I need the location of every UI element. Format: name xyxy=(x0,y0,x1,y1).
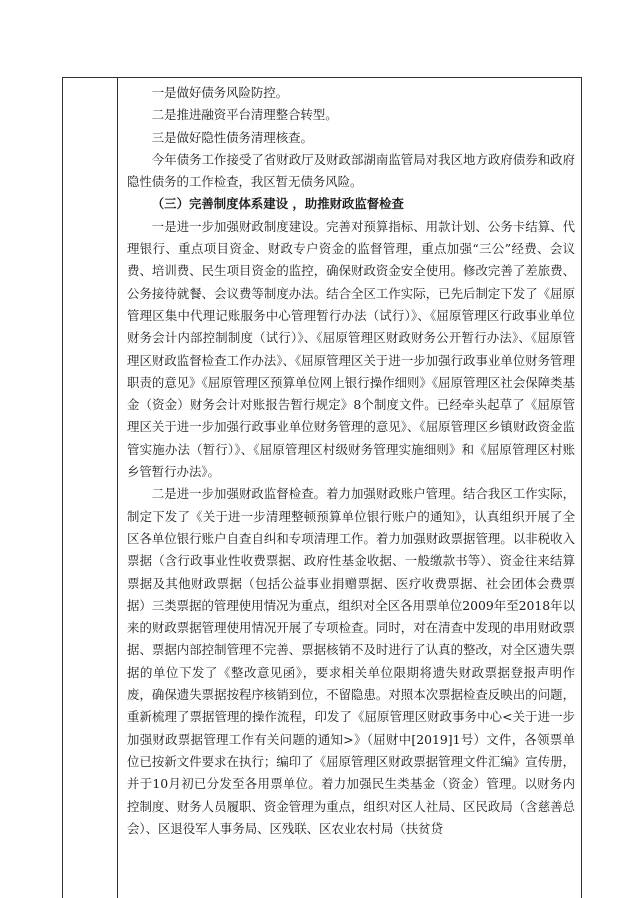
paragraph-debt-inspection: 今年债务工作接受了省财政厅及财政部湖南监管局对我区地方政府债券和政府隐性债务的工作检查，我区暂无债务风险。 xyxy=(127,151,575,190)
paragraph-platform: 二是推进融资平台清理整合转型。 xyxy=(151,107,338,123)
paragraph-hidden-debt: 三是做好隐性债务清理核查。 xyxy=(151,129,313,145)
paragraph-supervision: 二是进一步加强财政监督检查。着力加强财政账户管理。结合我区工作实际，制定下发了《关于进一步清理整顿预算单位银行账户的通知》，认真组织开展了全区各单位银行账户自查自纠和专项清理工作。着力加强财政票据管理。以非税收入票据（含行政事业性收费票据、政府性基金收据、一般缴款书等）、资金往来结算票据及其他财政票据（包括公益事业捐赠票据、医疗收费票据、社会团体会费票据）三类票据的管理使用情况为重点，组织对全区各用票单位2009年至2018年以来的财政票据管理使用情况开展了专项检查。同时，对在清查中发现的串用财政票据、票据内部控制管理不完善、票据核销不及时进行了认真的整改，对全区遗失票据的单位下发了《整改意见函》，要求相关单位限期将遗失财政票据登报声明作废，确保遗失票据按程序核销到位，不留隐患。对照本次票据检查反映出的问题，重新梳理了票据管理的操作流程，印发了《屈原管理区财政事务中心<关于进一步加强财政票据管理工作有关问题的通知>》（屈财中[2019]1号）文件，各领票单位已按新文件要求在执行；编印了《屈原管理区财政票据管理文件汇编》宣传册，并于10月初已分发至各用票单位。着力加强民生类基金（资金）管理。以财务内控制度、财务人员履职、资金管理为重点，组织对区人社局、区民政局（含慈善总会）、区退役军人事务局、区残联、区农业农村局（扶贫贷 xyxy=(127,486,575,836)
table-content-cell xyxy=(127,78,575,840)
paragraph-debt-risk: 一是做好债务风险防控。 xyxy=(151,85,289,100)
section-heading: （三）完善制度体系建设 ，助推财政监督检查 xyxy=(151,196,404,212)
table-label-column xyxy=(63,78,118,898)
paragraph-system-building: 一是进一步加强财政制度建设。完善对预算指标、用款计划、公务卡结算、代理银行、重点项目资金、财政专户资金的监督管理，重点加强“三公”经费、会议费、培训费、民生项目资金的监控，确保财政资金安全使用。修改完善了差旅费、公务接待就餐、会议费等制度办法。结合全区工作实际，已先后制定下发了《屈原管理区集中代理记账服务中心管理暂行办法（试行）》、《屈原管理区行政事业单位财务会计内部控制制度（试行）》、《屈原管理区财政财务公开暂行办法》、《屈原管理区财政监督检查工作办法》、《屈原管理区关于进一步加强行政事业单位财务管理职责的意见》《屈原管理区预算单位网上银行操作细则》《屈原管理区社会保障类基金（资金）财务会计对账报告暂行规定》8个制度文件。已经牵头起草了《屈原管理区关于进一步加强行政事业单位财务管理的意见》、《屈原管理区乡镇财政资金监管实施办法（暂行）》、《屈原管理区村级财务管理实施细则》和《屈原管理区村账乡管暂行办法》。 xyxy=(127,218,575,480)
report-table xyxy=(62,77,582,898)
